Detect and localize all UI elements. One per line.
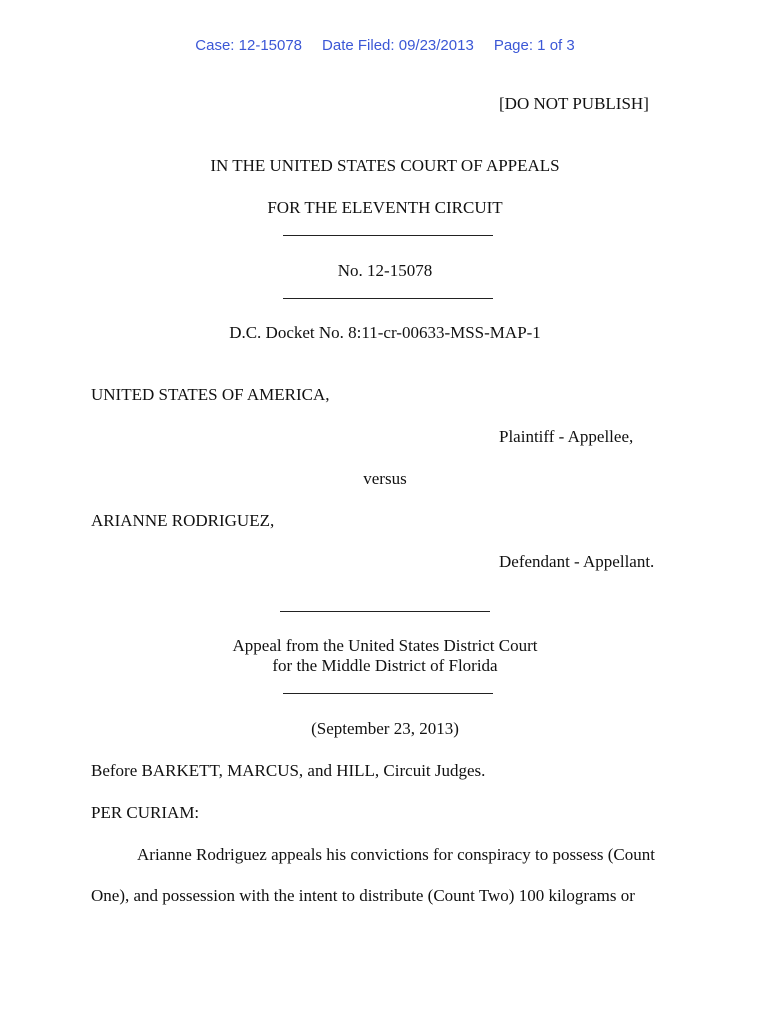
appeal-case-number: No. 12-15078: [337, 261, 433, 280]
divider: [283, 298, 493, 299]
plaintiff-role: Plaintiff - Appellee,: [499, 427, 634, 446]
decision-date: (September 23, 2013): [311, 719, 459, 738]
divider: [280, 611, 490, 612]
body-paragraph-line: One), and possession with the intent to distribute (Count Two) 100 kilograms or: [91, 886, 635, 905]
body-paragraph-line: Arianne Rodriguez appeals his convictions for conspiracy to possess (Count: [137, 845, 655, 864]
case-number-label: Case: 12-15078: [195, 37, 303, 54]
divider: [283, 693, 493, 694]
appeal-origin-line1: Appeal from the United States District Court: [232, 636, 538, 655]
panel-judges: Before BARKETT, MARCUS, and HILL, Circuit Judges.: [91, 761, 486, 780]
publish-notice: [DO NOT PUBLISH]: [499, 94, 649, 113]
court-name: IN THE UNITED STATES COURT OF APPEALS: [210, 156, 560, 175]
defendant-role: Defendant - Appellant.: [499, 552, 655, 571]
per-curiam-heading: PER CURIAM:: [91, 803, 200, 822]
divider: [283, 235, 493, 236]
docket-number: D.C. Docket No. 8:11-cr-00633-MSS-MAP-1: [229, 323, 541, 342]
case-header: [0, 37, 770, 54]
date-filed-label: Date Filed: 09/23/2013: [322, 37, 474, 54]
defendant-name: ARIANNE RODRIGUEZ,: [91, 511, 275, 530]
versus-label: versus: [363, 469, 407, 488]
circuit-name: FOR THE ELEVENTH CIRCUIT: [267, 198, 503, 217]
page-count-label: Page: 1 of 3: [493, 37, 575, 54]
appeal-origin-line2: for the Middle District of Florida: [272, 656, 498, 675]
plaintiff-name: UNITED STATES OF AMERICA,: [91, 385, 330, 404]
